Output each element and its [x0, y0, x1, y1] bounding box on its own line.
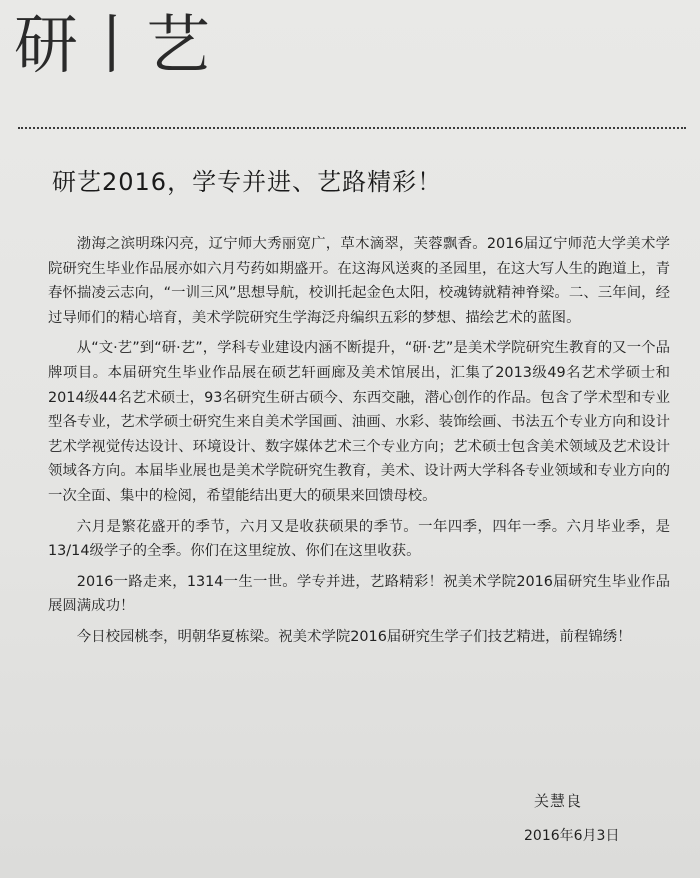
- signature-date: 2016年6月3日: [524, 828, 620, 844]
- paragraph: 从“文·艺”到“研·艺”，学科专业建设内涵不断提升，“研·艺”是美术学院研究生教育的又一个品牌项目。本届研究生毕业作品展在硕艺轩画廊及美术馆展出，汇集了2013级49名艺术学硕士和2014级44名艺术硕士，93名研究生研古硕今、东西交融，潜心创作的作品。包含了学术型和专业型各专业，艺术学硕士研究生来自美术学国画、油画、水彩、装饰绘画、书法五个专业方向和设计艺术学视觉传达设计、环境设计、数字媒体艺术三个专业方向；艺术硕士包含美术领域及艺术设计领域各方向。本届毕业展也是美术学院研究生教育，美术、设计两大学科各专业领域和专业方向的一次全面、集中的检阅，希望能结出更大的硕果来回馈母校。: [48, 340, 670, 504]
- paragraph: 渤海之滨明珠闪亮，辽宁师大秀丽宽广，草木滴翠，芙蓉飘香。2016届辽宁师范大学美术学院研究生毕业作品展亦如六月芍药如期盛开。在这海风送爽的圣园里，在这大写人生的跑道上，青春怀揣凌云志向，“一训三风”思想导航，校训托起金色太阳，校魂铸就精神脊梁。二、三年间，经过导师们的精心培育，美术学院研究生学海泛舟编织五彩的梦想、描绘艺术的蓝图。: [48, 236, 670, 326]
- page-header-title: 研丨艺: [14, 9, 212, 83]
- signature-name: 关慧良: [534, 792, 583, 810]
- paragraph: 2016一路走来，1314一生一世。学专并进，艺路精彩！祝美术学院2016届研究生毕业作品展圆满成功！: [48, 573, 670, 615]
- dotted-divider: [18, 127, 686, 129]
- paragraph: 今日校园桃李，明朝华夏栋梁。祝美术学院2016届研究生学子们技艺精进，前程锦绣！: [76, 628, 632, 645]
- article-headline: 研艺2016，学专并进、艺路精彩！: [52, 168, 443, 196]
- article-body: [48, 232, 670, 656]
- paragraph: 六月是繁花盛开的季节，六月又是收获硕果的季节。一年四季，四年一季。六月毕业季，是13/14级学子的全季。你们在这里绽放、你们在这里收获。: [48, 518, 670, 560]
